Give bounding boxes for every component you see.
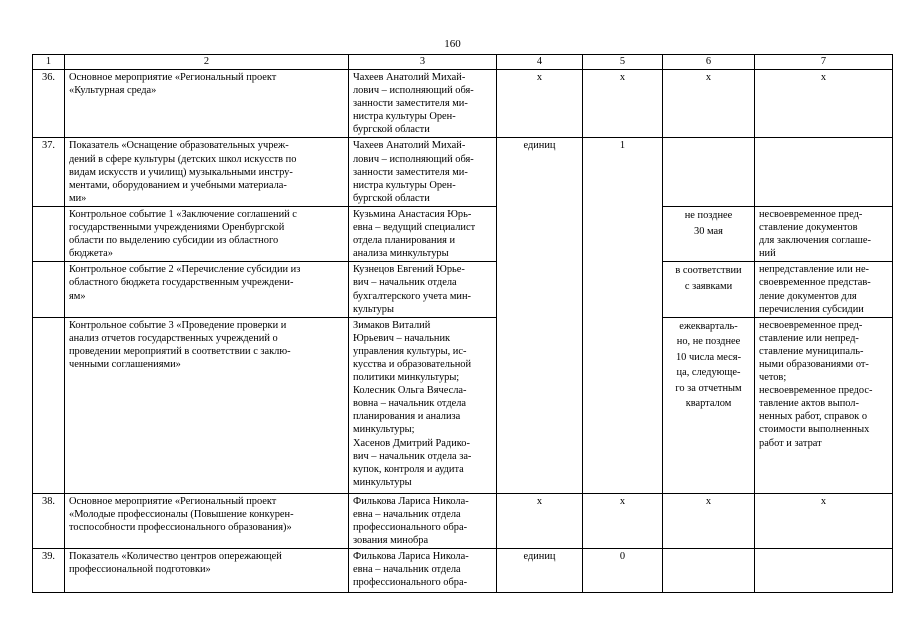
text-line: профессионального обра- <box>353 577 468 589</box>
text-line: ставление муниципаль- <box>759 345 864 357</box>
text-line: ненных работ, справок о <box>759 411 868 423</box>
column-header: 5 <box>583 55 663 70</box>
text-line: Филькова Лариса Никола- <box>353 495 469 507</box>
text-line: несвоевременное предос- <box>759 385 873 397</box>
deadline-cell <box>663 262 755 317</box>
text-line: работ и затрат <box>759 437 822 449</box>
row-number <box>33 206 65 261</box>
row-title <box>65 549 349 593</box>
deadline-cell: x <box>663 493 755 548</box>
text-line: ставление документов <box>759 222 858 234</box>
text-line: вовна – начальник отдела <box>353 398 467 410</box>
responsible-person <box>349 206 497 261</box>
text-line: нистра культуры Орен- <box>353 111 456 123</box>
plan-table <box>32 54 893 593</box>
text-line: Филькова Лариса Никола- <box>353 551 469 563</box>
text-line: ми» <box>69 192 87 204</box>
table-row <box>33 138 893 206</box>
text-line: Показатель «Количество центров опережающей <box>69 551 282 563</box>
text-line: Контрольное событие 1 «Заключение соглашений с <box>69 208 297 220</box>
text-line: профессиональной подготовки» <box>69 564 211 576</box>
text-line: минкультуры; <box>353 424 415 436</box>
responsible-person <box>349 549 497 593</box>
text-line: 30 мая <box>694 225 723 237</box>
risk-cell: x <box>755 70 893 138</box>
text-line: ченными соглашениями» <box>69 358 181 370</box>
text-line: непредставление или не- <box>759 264 870 276</box>
text-line: четов; <box>759 372 787 384</box>
text-line: вич – начальник отдела <box>353 277 457 289</box>
text-line: анализ отчетов государственных учреждений о <box>69 332 278 344</box>
column-header: 6 <box>663 55 755 70</box>
row-number: 36. <box>33 70 65 138</box>
text-line: кварталом <box>685 398 732 410</box>
deadline-cell <box>663 138 755 206</box>
text-line: ными образованиями от- <box>759 358 869 370</box>
unit-cell: единиц <box>497 138 583 493</box>
text-line: кусства и образовательной <box>353 358 472 370</box>
deadline-cell <box>663 206 755 261</box>
text-line: ментами, оборудованием и учебными материала- <box>69 179 287 191</box>
text-line: евна – ведущий специалист <box>353 222 476 234</box>
text-line: евна – начальник отдела <box>353 564 461 576</box>
column-number-row <box>33 55 893 70</box>
text-line: в соответствии <box>675 265 742 277</box>
text-line: Зимаков Виталий <box>353 319 431 331</box>
risk-cell: x <box>755 493 893 548</box>
row-title <box>65 317 349 493</box>
text-line: Колесник Ольга Вячесла- <box>353 385 467 397</box>
deadline-cell <box>663 549 755 593</box>
row-title <box>65 138 349 206</box>
row-number <box>33 317 65 493</box>
table-row <box>33 70 893 138</box>
table-row <box>33 262 893 317</box>
column-header: 3 <box>349 55 497 70</box>
text-line: тавление актов выпол- <box>759 398 859 410</box>
table-row <box>33 493 893 548</box>
text-line: бюджета» <box>69 248 113 260</box>
value-cell: 1 <box>583 138 663 493</box>
text-line: тоспособности профессионального образования)» <box>69 521 292 533</box>
column-header: 4 <box>497 55 583 70</box>
text-line: анализа минкультуры <box>353 248 449 260</box>
text-line: ям» <box>69 290 86 302</box>
row-number <box>33 262 65 317</box>
text-line: занности заместителя ми- <box>353 166 468 178</box>
text-line: ставление или непред- <box>759 332 859 344</box>
text-line: несвоевременное пред- <box>759 319 863 331</box>
text-line: ний <box>759 248 776 260</box>
text-line: евна – начальник отдела <box>353 508 461 520</box>
risk-cell <box>755 138 893 206</box>
text-line: занности заместителя ми- <box>353 98 468 110</box>
text-line: Юрьевич – начальник <box>353 332 451 344</box>
value-cell: x <box>583 493 663 548</box>
risk-cell <box>755 549 893 593</box>
responsible-person <box>349 493 497 548</box>
text-line: но, не позднее <box>676 336 741 348</box>
risk-cell <box>755 317 893 493</box>
text-line: «Молодые профессионалы (Повышение конкурен- <box>69 508 294 520</box>
text-line: лович – исполняющий обя- <box>353 85 474 97</box>
text-line: Показатель «Оснащение образовательных учреж- <box>69 140 289 152</box>
table-row <box>33 206 893 261</box>
deadline-cell <box>663 317 755 493</box>
text-line: с заявками <box>684 281 733 293</box>
row-title <box>65 70 349 138</box>
risk-cell <box>755 206 893 261</box>
text-line: отдела планирования и <box>353 235 456 247</box>
text-line: культуры <box>353 303 394 315</box>
text-line: вич – начальник отдела за- <box>353 450 472 462</box>
unit-cell: x <box>497 493 583 548</box>
text-line: лович – исполняющий обя- <box>353 153 474 165</box>
text-line: нистра культуры Орен- <box>353 179 456 191</box>
text-line: Кузьмина Анастасия Юрь- <box>353 208 472 220</box>
row-number: 39. <box>33 549 65 593</box>
text-line: Основное мероприятие «Региональный проект <box>69 72 277 83</box>
text-line: Чахеев Анатолий Михай- <box>353 72 466 83</box>
table-row <box>33 317 893 493</box>
text-line: Контрольное событие 2 «Перечисление субсидии из <box>69 264 301 276</box>
text-line: Контрольное событие 3 «Проведение проверки и <box>69 319 287 331</box>
text-line: купок, контроля и аудита <box>353 463 464 475</box>
text-line: «Культурная среда» <box>69 85 157 97</box>
text-line: бургской области <box>353 124 430 136</box>
text-line: Кузнецов Евгений Юрье- <box>353 264 465 276</box>
text-line: дений в сфере культуры (детских школ искусств по <box>69 153 297 165</box>
page-number: 160 <box>444 38 461 50</box>
responsible-person <box>349 70 497 138</box>
row-title <box>65 206 349 261</box>
text-line: государственными учреждениями Оренбургской <box>69 222 285 234</box>
text-line: минкультуры <box>353 476 412 488</box>
text-line: ление документов для <box>759 290 857 302</box>
text-line: не позднее <box>684 209 733 221</box>
text-line: бухгалтерского учета мин- <box>353 290 471 302</box>
text-line: профессионального обра- <box>353 521 468 533</box>
text-line: проведении мероприятий в соответствии с заклю- <box>69 345 291 357</box>
text-line: управления культуры, ис- <box>353 345 467 357</box>
text-line: 10 числа меся- <box>675 351 742 363</box>
unit-cell: единиц <box>497 549 583 593</box>
value-cell: 0 <box>583 549 663 593</box>
text-line: своевременное представ- <box>759 277 871 289</box>
unit-cell: x <box>497 70 583 138</box>
text-line: перечисления субсидии <box>759 303 864 315</box>
risk-cell <box>755 262 893 317</box>
text-line: стоимости выполненных <box>759 424 870 436</box>
text-line: планирования и анализа <box>353 411 461 423</box>
responsible-person <box>349 138 497 206</box>
text-line: го за отчетным <box>675 382 742 394</box>
text-line: несвоевременное пред- <box>759 208 863 220</box>
responsible-person <box>349 262 497 317</box>
table-row <box>33 549 893 593</box>
text-line: ежекварталь- <box>679 320 738 332</box>
text-line: зования минобра <box>353 534 429 546</box>
text-line: Основное мероприятие «Региональный проект <box>69 495 277 507</box>
column-header: 7 <box>755 55 893 70</box>
text-line: политики минкультуры; <box>353 372 460 384</box>
text-line: Чахеев Анатолий Михай- <box>353 140 466 152</box>
text-line: для заключения соглаше- <box>759 235 871 247</box>
text-line: ца, следующе- <box>676 367 741 379</box>
responsible-person <box>349 317 497 493</box>
column-header: 1 <box>33 55 65 70</box>
row-number: 38. <box>33 493 65 548</box>
text-line: бургской области <box>353 192 430 204</box>
deadline-cell: x <box>663 70 755 138</box>
text-line: Хасенов Дмитрий Радико- <box>353 437 470 449</box>
value-cell: x <box>583 70 663 138</box>
row-number: 37. <box>33 138 65 206</box>
text-line: области по выделению субсидии из областного <box>69 235 279 247</box>
text-line: областного бюджета государственным учреждени- <box>69 277 294 289</box>
column-header: 2 <box>65 55 349 70</box>
row-title <box>65 262 349 317</box>
text-line: видам искусств и училищ) музыкальными инстру- <box>69 166 293 178</box>
row-title <box>65 493 349 548</box>
